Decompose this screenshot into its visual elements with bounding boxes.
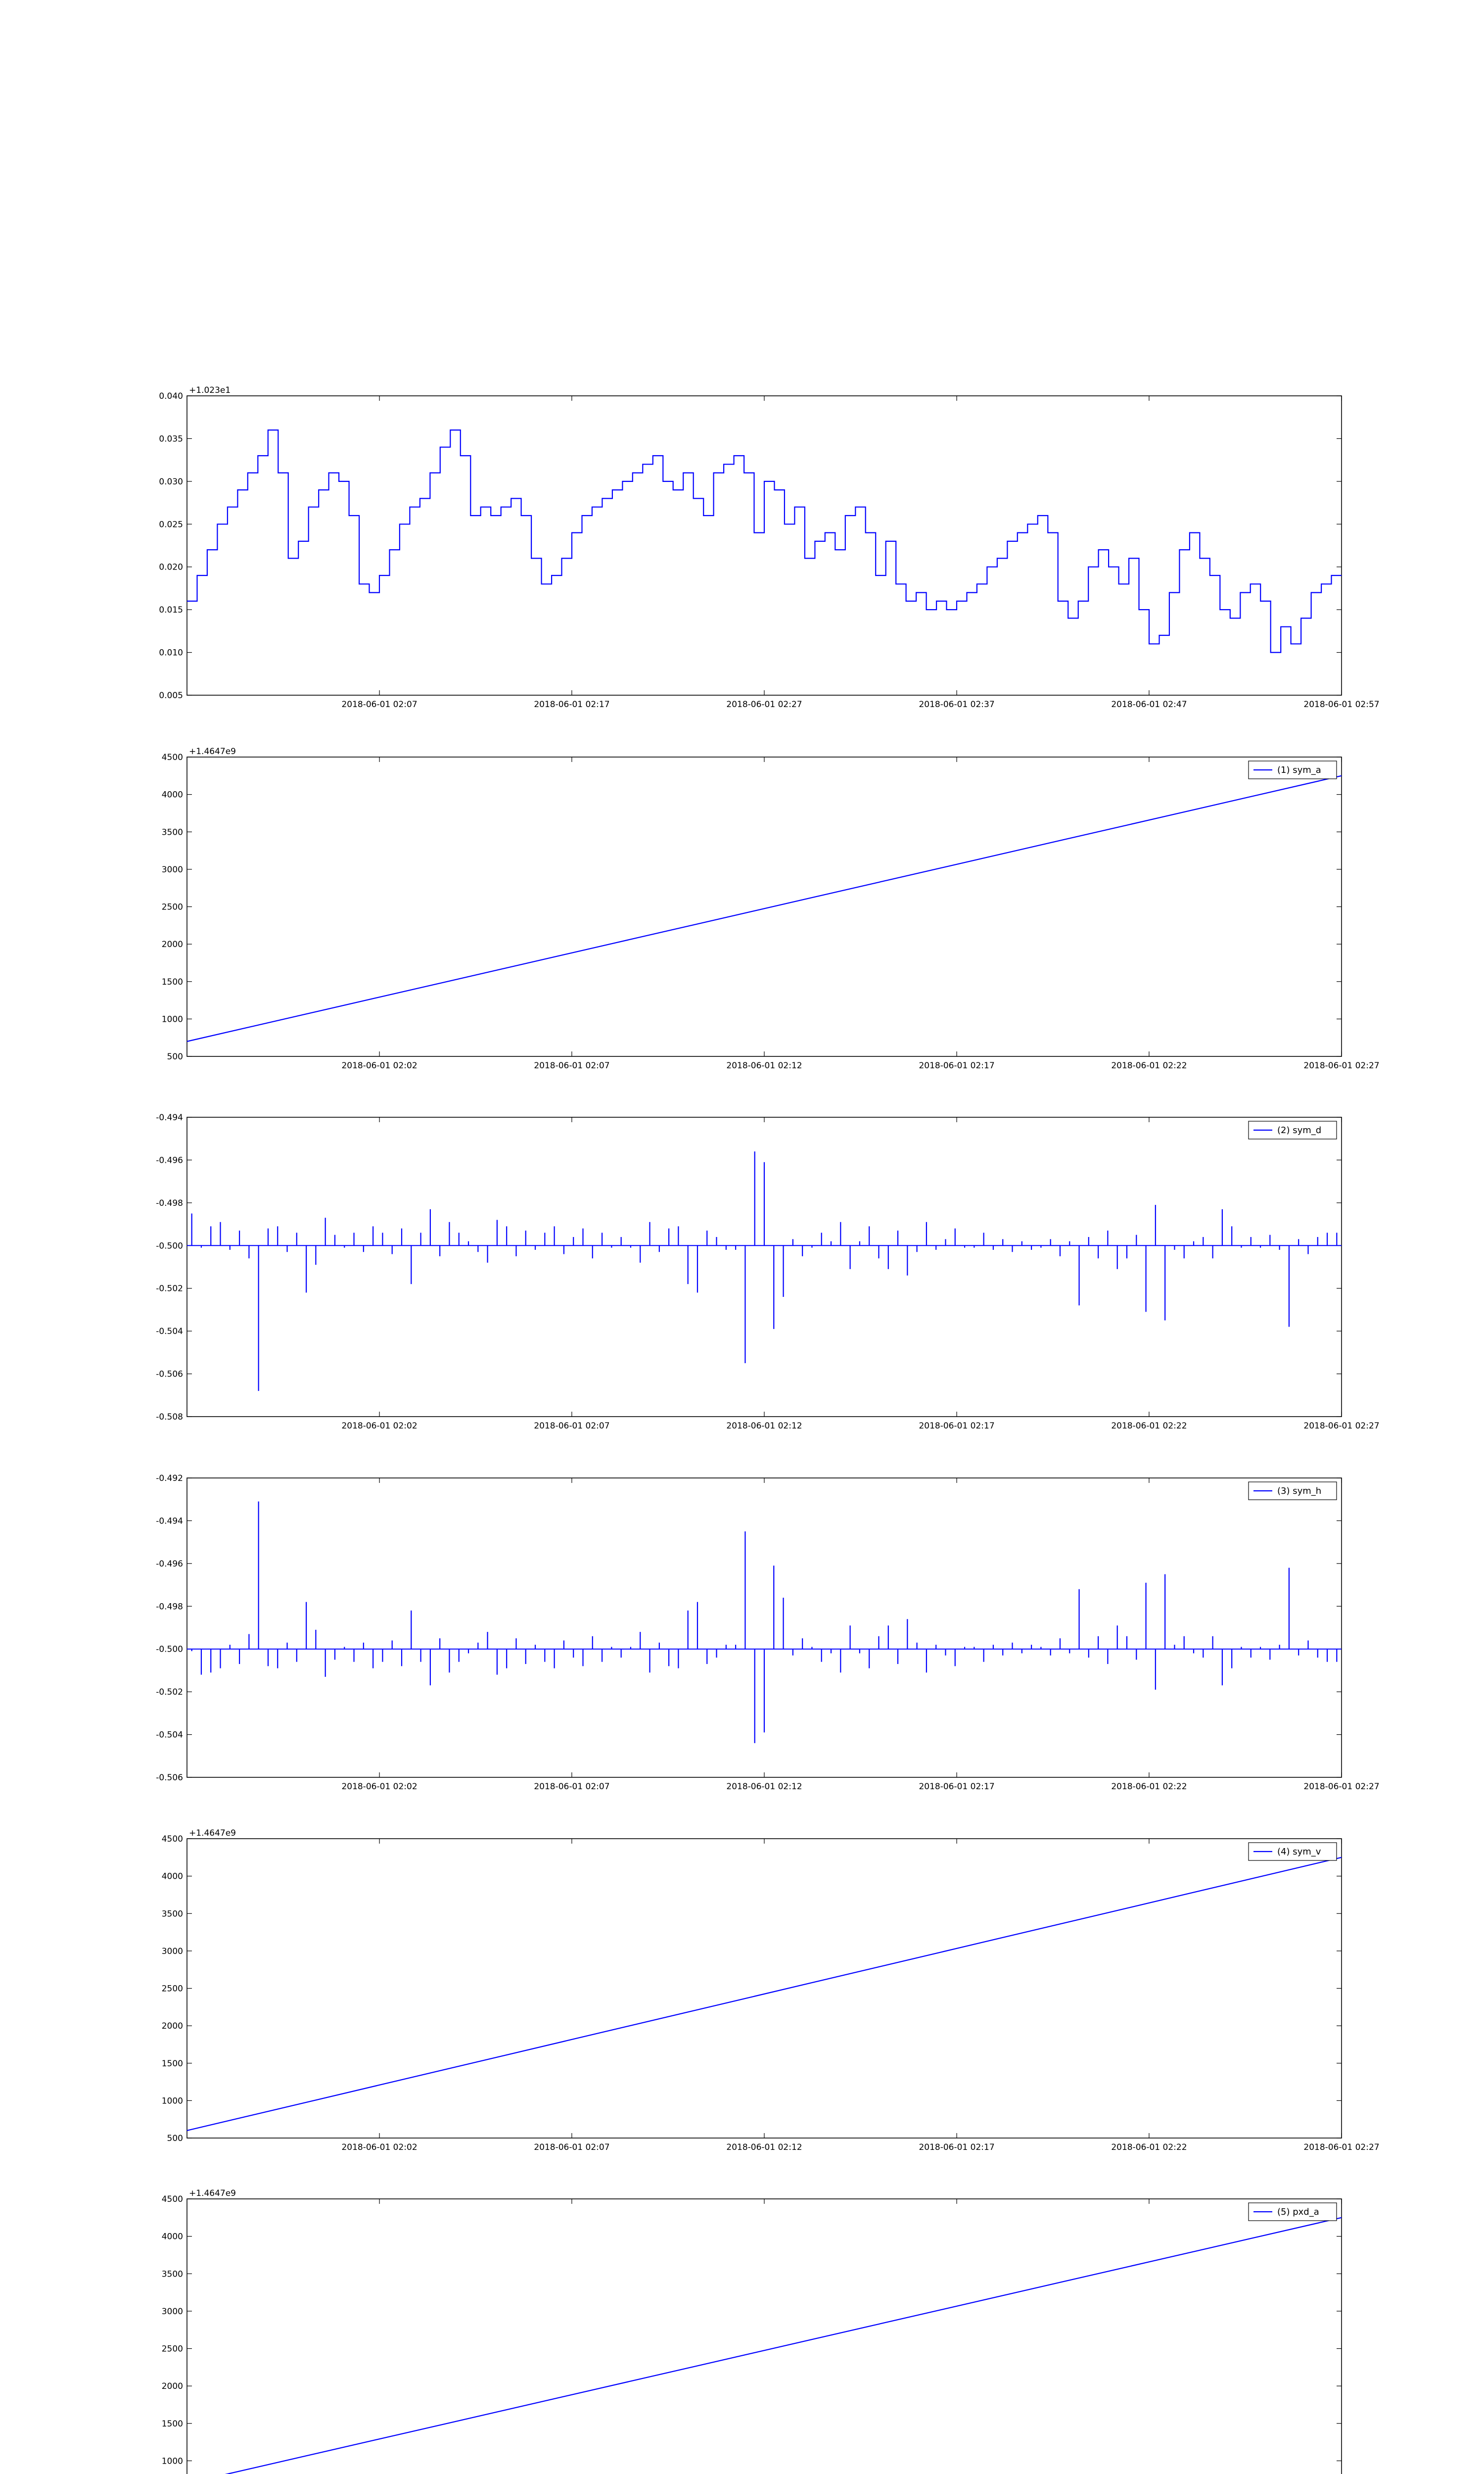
x-tick-label: 2018-06-01 02:17 <box>919 1061 995 1071</box>
y-tick-label: 1500 <box>161 2419 183 2429</box>
y-tick-label: -0.506 <box>156 1369 183 1380</box>
y-tick-label: 2500 <box>161 1984 183 1994</box>
y-tick-label: -0.502 <box>156 1284 183 1294</box>
x-tick-label: 2018-06-01 02:37 <box>919 700 995 710</box>
series-line-pxd_a <box>187 2218 1342 2474</box>
y-tick-label: 4000 <box>161 1871 183 1882</box>
y-tick-label: -0.494 <box>156 1516 183 1526</box>
y-tick-label: 0.015 <box>159 605 183 616</box>
chart-panel-sym_v <box>162 1828 1380 2152</box>
y-tick-label: 4500 <box>161 2194 183 2204</box>
y-tick-label: 2000 <box>161 2381 183 2392</box>
x-tick-label: 2018-06-01 02:47 <box>1111 700 1187 710</box>
plot-frame <box>187 1839 1342 2138</box>
x-tick-label: 2018-06-01 02:57 <box>1303 700 1380 710</box>
x-tick-label: 2018-06-01 02:12 <box>726 2142 802 2152</box>
y-tick-label: 3000 <box>161 864 183 875</box>
y-tick-label: -0.506 <box>156 1773 183 1783</box>
legend-label: (3) sym_h <box>1277 1486 1322 1496</box>
series-line-sym_v <box>187 1857 1342 2131</box>
y-tick-label: 3500 <box>161 2269 183 2280</box>
axis-offset-label: +1.4647e9 <box>189 2189 236 2198</box>
x-tick-label: 2018-06-01 02:17 <box>919 1421 995 1431</box>
x-tick-label: 2018-06-01 02:12 <box>726 1782 802 1792</box>
x-tick-label: 2018-06-01 02:17 <box>534 700 610 710</box>
y-tick-label: -0.502 <box>156 1687 183 1698</box>
y-tick-label: -0.494 <box>156 1113 183 1123</box>
x-tick-label: 2018-06-01 02:17 <box>919 2142 995 2152</box>
legend-label: (2) sym_d <box>1277 1125 1322 1136</box>
y-tick-label: -0.498 <box>156 1602 183 1612</box>
y-tick-label: 0.010 <box>159 648 183 658</box>
x-tick-label: 2018-06-01 02:22 <box>1111 1061 1187 1071</box>
plot-frame <box>187 2199 1342 2474</box>
y-tick-label: 3500 <box>161 1909 183 1919</box>
x-tick-label: 2018-06-01 02:07 <box>534 2142 610 2152</box>
x-tick-label: 2018-06-01 02:07 <box>341 700 417 710</box>
chart-panel-price <box>159 385 1379 710</box>
axis-offset-label: +1.4647e9 <box>189 1828 236 1838</box>
y-tick-label: 3000 <box>161 2306 183 2317</box>
y-tick-label: 4500 <box>161 1834 183 1844</box>
price-step-line <box>187 430 1342 653</box>
y-tick-label: 1000 <box>161 2096 183 2106</box>
axis-offset-label: +1.4647e9 <box>189 747 236 757</box>
y-tick-label: 2000 <box>161 2021 183 2032</box>
legend <box>1249 1121 1337 1139</box>
x-tick-label: 2018-06-01 02:27 <box>1303 1061 1380 1071</box>
chart-panel-sym_d <box>156 1113 1379 1431</box>
y-tick-label: 3000 <box>161 1946 183 1956</box>
legend-label: (4) sym_v <box>1277 1847 1321 1857</box>
y-tick-label: 0.025 <box>159 520 183 530</box>
y-tick-label: 1500 <box>161 2058 183 2069</box>
y-tick-label: 2000 <box>161 940 183 950</box>
x-tick-label: 2018-06-01 02:27 <box>1303 2142 1380 2152</box>
y-tick-label: 500 <box>167 2134 183 2143</box>
y-tick-label: -0.492 <box>156 1474 183 1483</box>
series-line-sym_a <box>187 776 1342 1042</box>
legend-label: (5) pxd_a <box>1277 2207 1319 2217</box>
legend <box>1249 1482 1337 1500</box>
y-tick-label: 4000 <box>161 790 183 800</box>
y-tick-label: -0.496 <box>156 1155 183 1166</box>
x-tick-label: 2018-06-01 02:22 <box>1111 1421 1187 1431</box>
y-tick-label: -0.498 <box>156 1198 183 1208</box>
y-tick-label: -0.500 <box>156 1644 183 1655</box>
y-tick-label: 1000 <box>161 1014 183 1025</box>
axis-offset-label: +1.023e1 <box>189 385 231 395</box>
y-tick-label: -0.508 <box>156 1412 183 1422</box>
y-tick-label: 4500 <box>161 753 183 762</box>
chart-panel-sym_a <box>162 747 1380 1071</box>
y-tick-label: 0.030 <box>159 476 183 487</box>
y-tick-label: 0.040 <box>159 391 183 401</box>
x-tick-label: 2018-06-01 02:12 <box>726 1421 802 1431</box>
legend <box>1249 2203 1337 2221</box>
plot-frame <box>187 396 1342 695</box>
x-tick-label: 2018-06-01 02:17 <box>919 1782 995 1792</box>
x-tick-label: 2018-06-01 02:22 <box>1111 1782 1187 1792</box>
x-tick-label: 2018-06-01 02:12 <box>726 1061 802 1071</box>
y-tick-label: 1000 <box>161 2456 183 2467</box>
y-tick-label: 0.005 <box>159 691 183 701</box>
y-tick-label: 3500 <box>161 827 183 838</box>
x-tick-label: 2018-06-01 02:27 <box>726 700 802 710</box>
x-tick-label: 2018-06-01 02:02 <box>341 1782 417 1792</box>
x-tick-label: 2018-06-01 02:27 <box>1303 1782 1380 1792</box>
legend-label: (1) sym_a <box>1277 765 1321 775</box>
y-tick-label: -0.504 <box>156 1730 183 1740</box>
y-tick-label: 0.020 <box>159 562 183 572</box>
chart-panel-sym_h <box>156 1474 1379 1792</box>
y-tick-label: -0.496 <box>156 1559 183 1569</box>
legend <box>1249 1843 1337 1860</box>
y-tick-label: -0.504 <box>156 1327 183 1337</box>
chart-panel-pxd_a <box>162 2189 1380 2474</box>
x-tick-label: 2018-06-01 02:02 <box>341 2142 417 2152</box>
y-tick-label: 2500 <box>161 902 183 912</box>
plot-frame <box>187 757 1342 1056</box>
x-tick-label: 2018-06-01 02:02 <box>341 1061 417 1071</box>
x-tick-label: 2018-06-01 02:07 <box>534 1061 610 1071</box>
x-tick-label: 2018-06-01 02:27 <box>1303 1421 1380 1431</box>
x-tick-label: 2018-06-01 02:22 <box>1111 2142 1187 2152</box>
y-tick-label: 1500 <box>161 977 183 987</box>
y-tick-label: -0.500 <box>156 1241 183 1251</box>
x-tick-label: 2018-06-01 02:07 <box>534 1421 610 1431</box>
y-tick-label: 500 <box>167 1052 183 1062</box>
x-tick-label: 2018-06-01 02:07 <box>534 1782 610 1792</box>
x-tick-label: 2018-06-01 02:02 <box>341 1421 417 1431</box>
y-tick-label: 4000 <box>161 2232 183 2242</box>
y-tick-label: 2500 <box>161 2344 183 2354</box>
legend <box>1249 761 1337 779</box>
y-tick-label: 0.035 <box>159 434 183 444</box>
